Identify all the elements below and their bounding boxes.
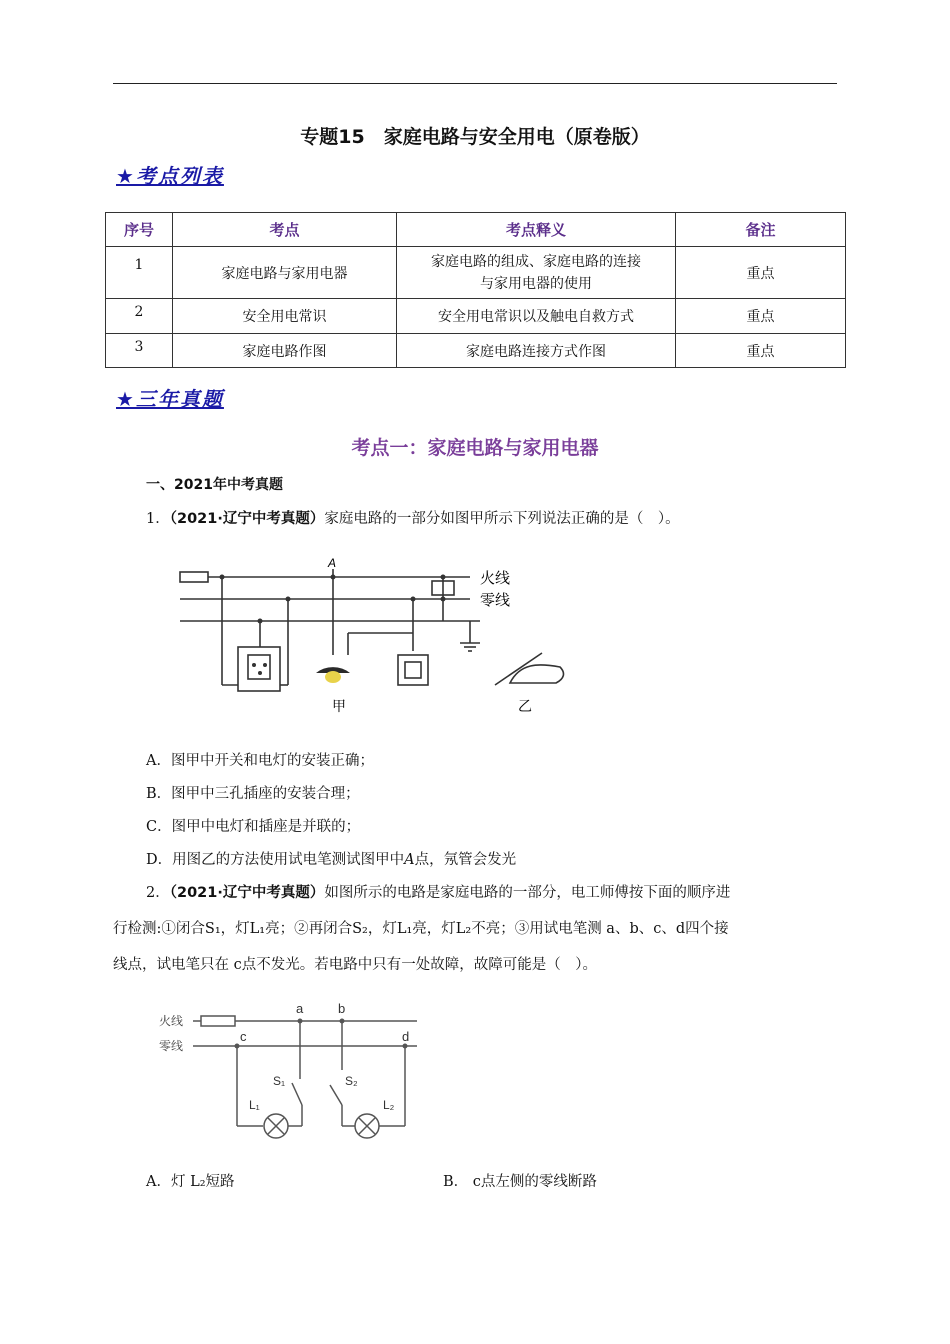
table-header-row [106, 213, 846, 247]
table-row [106, 334, 846, 368]
socket-symbol [238, 647, 280, 691]
q1-option-d [146, 848, 516, 869]
q2-point-d: d [402, 1029, 410, 1044]
q1-option-d-post: 点，氖管会发光 [414, 852, 517, 868]
switch-s1-blade [292, 1083, 302, 1105]
cell-no: 2 [106, 299, 173, 334]
q2-fuse [201, 1016, 235, 1026]
cell-point: 安全用电常识 [173, 299, 397, 334]
q1-option-b: B．图甲中三孔插座的安装合理； [146, 786, 360, 802]
q1-number: 1． [146, 511, 170, 527]
q2-option-b: B． c点左侧的零线断路 [443, 1174, 597, 1190]
topic1-subhead: 一、2021年中考真题 [146, 477, 283, 493]
q1-option-d-var: A [404, 852, 415, 868]
th-point: 考点 [173, 213, 397, 247]
q1-option-d-pre: D．用图乙的方法使用试电笔测试图甲中 [146, 852, 405, 868]
switch-s2-blade [330, 1085, 342, 1105]
topic-table [105, 212, 846, 368]
lamp-bulb [325, 671, 341, 683]
table-row [106, 299, 846, 334]
q2-neutral-label: 零线 [159, 1039, 184, 1053]
q2-stem-line1: 如图所示的电路是家庭电路的一部分，电工师傅按下面的顺序进 [324, 885, 731, 901]
cell-point: 家庭电路与家用电器 [173, 247, 397, 299]
q1-point-a-label: A [328, 556, 337, 570]
cell-desc-line1: 家庭电路的组成、家庭电路的连接 [431, 253, 641, 270]
cell-desc-line2: 与家用电器的使用 [480, 275, 592, 292]
cell-desc: 安全用电常识以及触电自救方式 [397, 299, 676, 334]
q2-lamp-l1-label: L₁ [249, 1098, 260, 1112]
cell-desc [397, 247, 676, 299]
q2-line2: 行检测:①闭合S₁，灯L₁亮；②再闭合S₂，灯L₁亮，灯L₂不亮；③用试电笔测 a、b、c、d四个接 [113, 921, 729, 937]
q1-source: （2021·辽宁中考真题） [169, 511, 325, 527]
q1-caption-right: 乙 [518, 698, 532, 714]
q1-stem [146, 507, 680, 528]
cell-no: 1 [106, 247, 173, 299]
q2-circuit-figure [155, 995, 430, 1145]
page-title: 专题15 家庭电路与安全用电（原卷版） [300, 126, 650, 148]
cell-no: 3 [106, 334, 173, 368]
section-heading-list: ★考点列表 [116, 164, 224, 188]
q2-switch-s2-label: S₂ [345, 1074, 358, 1088]
q2-point-b: b [338, 1001, 346, 1016]
q1-live-label: 火线 [480, 570, 511, 587]
section-heading-exam: ★三年真题 [116, 387, 224, 411]
q2-source: （2021·辽宁中考真题） [169, 885, 325, 901]
q1-neutral-label: 零线 [480, 592, 511, 609]
q2-live-label: 火线 [159, 1014, 184, 1028]
q1-option-c: C．图甲中电灯和插座是并联的； [146, 819, 361, 835]
q2-option-a: A．灯 L₂短路 [146, 1174, 235, 1190]
q2-line3: 线点，试电笔只在 c点不发光。若电路中只有一处故障，故障可能是（ ）。 [113, 957, 597, 973]
cell-desc: 家庭电路连接方式作图 [397, 334, 676, 368]
th-desc: 考点释义 [397, 213, 676, 247]
q2-lamp-l2-label: L₂ [383, 1098, 395, 1112]
q1-circuit-figure [170, 555, 590, 720]
cell-note: 重点 [676, 247, 846, 299]
q2-switch-s1-label: S₁ [273, 1074, 286, 1088]
q2-point-c: c [240, 1029, 247, 1044]
q1-question: 家庭电路的一部分如图甲所示下列说法正确的是（ ）。 [324, 511, 680, 527]
pen-hand-sketch [495, 653, 563, 685]
q2-number: 2． [146, 885, 170, 901]
th-note: 备注 [676, 213, 846, 247]
th-no: 序号 [106, 213, 173, 247]
q1-option-a: A．图甲中开关和电灯的安装正确； [146, 753, 374, 769]
q2-line1 [146, 881, 730, 902]
table-row [106, 247, 846, 299]
q1-caption-left: 甲 [332, 698, 346, 714]
q2-point-a: a [296, 1001, 304, 1016]
topic1-title: 考点一：家庭电路与家用电器 [351, 437, 599, 459]
cell-note: 重点 [676, 334, 846, 368]
cell-point: 家庭电路作图 [173, 334, 397, 368]
switch-symbol [398, 655, 428, 685]
cell-note: 重点 [676, 299, 846, 334]
fuse-symbol [180, 572, 208, 582]
header-rule [113, 83, 837, 84]
